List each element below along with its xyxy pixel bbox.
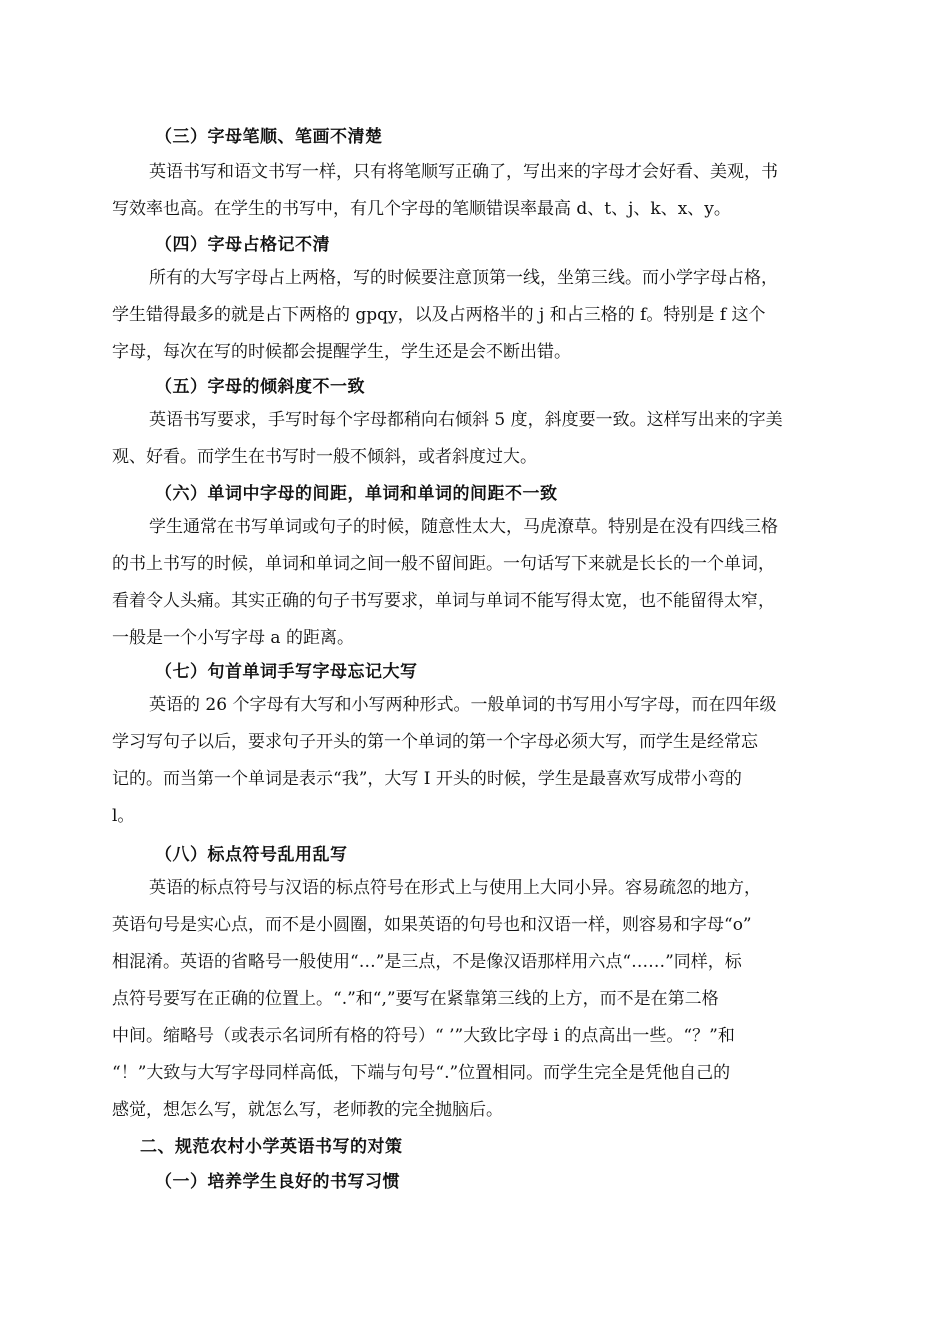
paragraph: [112, 402, 842, 476]
paragraph-line: 学生通常在书写单词或句子的时候，随意性太大，马虎潦草。特别是在没有四线三格: [149, 517, 778, 537]
section-heading: （五）字母的倾斜度不一致: [155, 377, 365, 397]
section-heading: （六）单词中字母的间距，单词和单词的间距不一致: [155, 484, 558, 504]
paragraph: [112, 509, 842, 657]
paragraph-line: 英语书写要求，手写时每个字母都稍向右倾斜 5 度，斜度要一致。这样写出来的字美: [149, 410, 783, 430]
major-heading: 二、规范农村小学英语书写的对策: [140, 1137, 403, 1157]
paragraph-line: 英语书写和语文书写一样，只有将笔顺写正确了，写出来的字母才会好看、美观，书: [149, 162, 778, 182]
paragraph-line: 点符号要写在正确的位置上。“.”和“,”要写在紧靠第三线的上方，而不是在第二格: [112, 989, 719, 1009]
paragraph: [112, 154, 842, 228]
paragraph-line: 观、好看。而学生在书写时一般不倾斜，或者斜度过大。: [112, 447, 537, 467]
paragraph-line: 英语句号是实心点，而不是小圆圈，如果英语的句号也和汉语一样，则容易和字母“o”: [112, 915, 752, 935]
section-heading: （八）标点符号乱用乱写: [155, 845, 348, 865]
section-heading: （四）字母占格记不清: [155, 235, 330, 255]
paragraph-line: 感觉，想怎么写，就怎么写，老师教的完全抛脑后。: [112, 1100, 503, 1120]
paragraph-line: 所有的大写字母占上两格，写的时候要注意顶第一线，坐第三线。而小学字母占格，: [149, 268, 778, 288]
paragraph-line: l。: [112, 806, 135, 826]
paragraph-line: 相混淆。英语的省略号一般使用“…”是三点，不是像汉语那样用六点“……”同样，标: [112, 952, 742, 972]
paragraph-line: 的书上书写的时候，单词和单词之间一般不留间距。一句话写下来就是长长的一个单词，: [112, 554, 775, 574]
paragraph-line: 中间。缩略号（或表示名词所有格的符号）“ ’”大致比字母 i 的点高出一些。“？”和: [112, 1026, 735, 1046]
paragraph-line: 英语的标点符号与汉语的标点符号在形式上与使用上大同小异。容易疏忽的地方，: [149, 878, 761, 898]
paragraph-line: 英语的 26 个字母有大写和小写两种形式。一般单词的书写用小写字母，而在四年级: [149, 695, 777, 715]
paragraph-line: 写效率也高。在学生的书写中，有几个字母的笔顺错误率最高 d、t、j、k、x、y。: [112, 199, 731, 219]
paragraph: [112, 260, 842, 371]
paragraph-line: 字母，每次在写的时候都会提醒学生，学生还是会不断出错。: [112, 342, 571, 362]
section-heading: （三）字母笔顺、笔画不清楚: [155, 127, 383, 147]
paragraph: [112, 870, 842, 1129]
paragraph-line: 记的。而当第一个单词是表示“我”，大写 I 开头的时候，学生是最喜欢写成带小弯的: [112, 769, 742, 789]
paragraph-line: 看着令人头痛。其实正确的句子书写要求，单词与单词不能写得太宽，也不能留得太窄，: [112, 591, 775, 611]
paragraph: [112, 687, 842, 835]
sub-heading: （一）培养学生良好的书写习惯: [155, 1172, 400, 1192]
paragraph-line: 一般是一个小写字母 a 的距离。: [112, 628, 354, 648]
paragraph-line: 学生错得最多的就是占下两格的 gpqy，以及占两格半的 j 和占三格的 f。特别是 f 这个: [112, 305, 766, 325]
section-heading: （七）句首单词手写字母忘记大写: [155, 662, 418, 682]
paragraph-line: 学习写句子以后，要求句子开头的第一个单词的第一个字母必须大写，而学生是经常忘: [112, 732, 758, 752]
paragraph-line: “！”大致与大写字母同样高低，下端与句号“.”位置相同。而学生完全是凭他自己的: [112, 1063, 731, 1083]
